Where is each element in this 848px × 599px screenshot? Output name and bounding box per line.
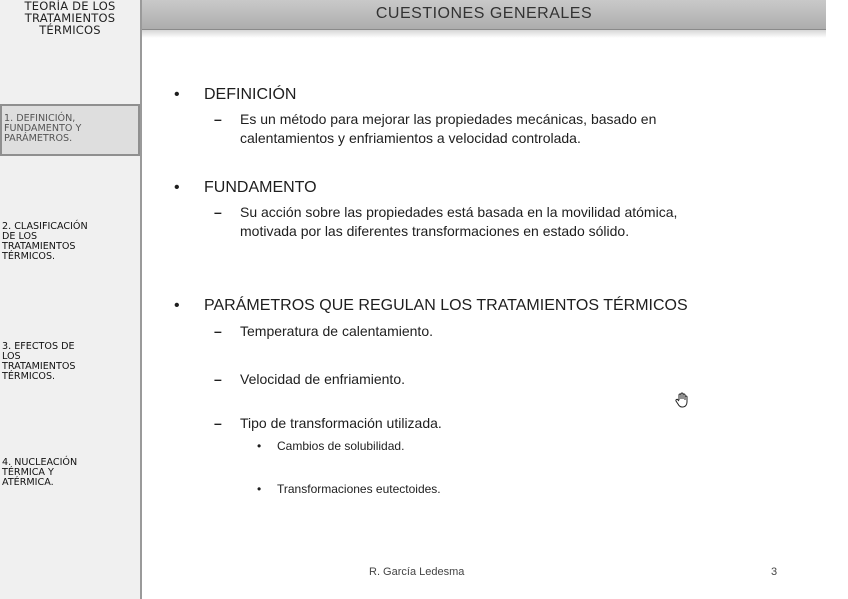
sidebar-item-label: TRATAMIENTOS — [2, 241, 76, 252]
slide-title: CUESTIONES GENERALES — [375, 5, 593, 22]
slide-header — [142, 0, 826, 30]
dash-icon: – — [214, 323, 222, 339]
page-number: 3 — [771, 566, 778, 578]
bullet-text-line: Tipo de transformación utilizada. — [240, 415, 442, 431]
bullet-icon: • — [174, 179, 180, 196]
dash-icon: – — [214, 371, 222, 387]
footer-author: R. García Ledesma — [369, 566, 465, 578]
hand-cursor-icon — [674, 392, 690, 408]
bullet-text-line: motivada por las diferentes transformaciones en estado sólido. — [240, 223, 630, 239]
bullet-text-line: calentamientos y enfriamientos a velocidad controlada. — [240, 130, 581, 146]
sidebar-item-label: TÉRMICOS. — [2, 251, 56, 262]
sidebar-item-label: PARÁMETROS. — [4, 133, 73, 144]
sidebar-item-label: LOS — [2, 351, 21, 362]
bullet-text-line: Temperatura de calentamiento. — [240, 323, 433, 339]
slide-content: • DEFINICIÓN – Es un método para mejorar las propiedades mecánicas, basado en calentamientos y enfriamientos a velocidad controlada. • FUNDAMENTO – Su acción sobre las propiedades está basada en la movilidad atómica, motivada por las diferentes transformaciones en estado sólido. • PARÁMETROS QUE REGULAN LOS TRATAMIENTOS TÉRMICOS – Temperatura de calentamiento. – Velocidad de enfriamiento. – Tipo de transformación utilizada. • Cambios de solubilidad. • Transformaciones eutectoides. R. García Ledesma 3 — [174, 86, 778, 578]
dash-icon: – — [214, 204, 222, 220]
bullet-icon: • — [257, 439, 262, 453]
sidebar-item-label: 1. DEFINICIÓN, — [4, 113, 76, 124]
sidebar-item-label: 3. EFECTOS DE — [2, 341, 75, 352]
sidebar-title — [0, 0, 140, 36]
bullet-text-line: Su acción sobre las propiedades está basada en la movilidad atómica, — [240, 204, 678, 220]
sidebar-item-label: TÉRMICA Y — [2, 467, 54, 478]
dash-icon: – — [214, 415, 222, 431]
sidebar-item-clasificacion[interactable] — [0, 222, 140, 262]
sidebar-item-definicion[interactable] — [0, 104, 140, 156]
dash-icon: – — [214, 111, 222, 127]
sidebar-item-efectos[interactable] — [0, 342, 140, 382]
bullet-text-line: Velocidad de enfriamiento. — [240, 371, 405, 387]
sidebar — [0, 0, 142, 599]
sidebar-item-label: FUNDAMENTO Y — [4, 123, 82, 134]
bullet-icon: • — [174, 86, 180, 103]
bullet-text-line: Es un método para mejorar las propiedades mecánicas, basado en — [240, 111, 657, 127]
sidebar-item-label: TRATAMIENTOS — [2, 361, 76, 372]
sidebar-item-label: TÉRMICOS. — [2, 371, 56, 382]
sidebar-item-label: ATÉRMICA. — [2, 477, 54, 488]
header-shadow — [142, 30, 826, 38]
right-margin — [826, 0, 848, 599]
sidebar-item-nucleacion[interactable] — [0, 458, 140, 488]
sidebar-title-line: TEORÍA DE LOS — [24, 0, 116, 13]
sidebar-item-label: 4. NUCLEACIÓN — [2, 457, 78, 468]
sidebar-item-label: 2. CLASIFICACIÓN — [2, 221, 88, 232]
bullet-icon: • — [257, 482, 262, 496]
sidebar-title-line: TÉRMICOS — [39, 23, 101, 37]
sidebar-title-line: TRATAMIENTOS — [24, 11, 116, 25]
sidebar-item-label: DE LOS — [2, 231, 38, 242]
bullet-icon: • — [174, 297, 180, 314]
